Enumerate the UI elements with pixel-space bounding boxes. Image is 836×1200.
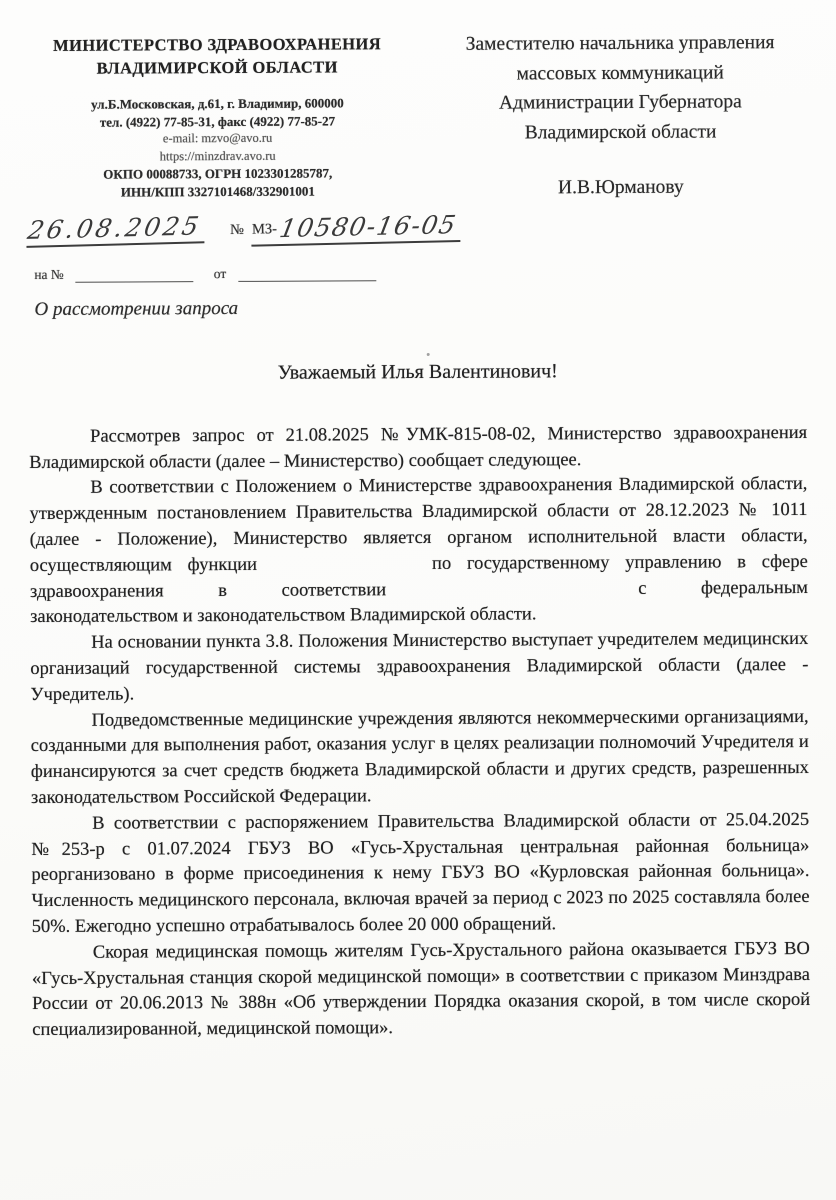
body-paragraph [29,472,808,631]
addressee-line: Заместителю начальника управления [465,32,775,55]
salutation: Уважаемый Илья Валентинович! [277,360,558,384]
reply-reference-row [34,262,376,283]
registration-number [251,210,460,247]
paragraph-segment: с федеральным законодательством и законодательством Владимирской области. [30,577,808,628]
addressee-name: И.В.Юрманову [557,176,684,199]
sender-org-name-line2: ВЛАДИМИРСКОЙ ОБЛАСТИ [96,57,338,78]
paragraph-segment: В соответствии с Положением о Министерстве здравоохранения Владимирской области, утвержденным постановлением Правительства Владимирской области от 28.12.2023 № 1011 (далее - Положение), Министерство является органом исполнительной власти области, осуществляющим функции [29,474,808,576]
addressee-block [427,28,814,204]
body-paragraph: На основании пункта 3.8. Положения Министерство выступает учредителем медицинских организаций государственной системы здравоохранения Владимирской области (далее - Учредитель). [30,629,809,705]
registration-number-prefix: МЗ- [251,221,278,238]
reply-date-blank [238,262,376,282]
reply-number-label: на № [34,266,64,283]
sender-inn-kpp: ИНН/КПП 3327101468/332901001 [120,183,315,200]
scan-artifact-dot [427,353,430,356]
reply-date-label: от [213,265,227,282]
sender-email: e-mail: mzvo@avo.ru [162,130,273,146]
subject-line: О рассмотрении запроса [34,297,239,321]
registration-number-handwritten: 10580-16-05 [277,209,460,244]
sender-org-name-line1: МИНИСТЕРСТВО ЗДРАВООХРАНЕНИЯ [53,34,382,55]
sender-contact-details [39,94,396,201]
sender-okpo-ogrn: ОКПО 00088733, ОГРН 1023301285787, [103,165,333,182]
number-sign: № [230,221,244,238]
redacted-gap [386,593,638,594]
addressee-line: Владимирской области [524,120,717,143]
sender-website: https://minzdrav.avo.ru [159,148,276,163]
sender-org-name [39,32,395,80]
reference-row [25,209,460,246]
outgoing-date-handwritten: 26.08.2025 [26,211,205,248]
addressee-line: Администрации Губернатора [498,91,742,114]
sender-letterhead [39,32,396,201]
redacted-gap [257,569,432,570]
body-paragraph: Скорая медицинская помощь жителям Гусь-Хрустального района оказывается ГБУЗ ВО «Гусь-Хрустальная станция скорой медицинской помощи» в соответствии с приказом Минздрава России от 20.06.2013 № 388н «Об утверждении Порядка оказания скорой, в том числе скорой специализированной, медицинской помощи». [31,938,811,1041]
paragraph-segment: по государственному управлению в сфере здравоохранения в соответствии [29,551,808,602]
sender-address: ул.Б.Московская, д.61, г. Владимир, 600000 [91,95,344,112]
addressee-line: массовых коммуникаций [516,61,724,84]
body-paragraph: Подведомственные медицинские учреждения являются некоммерческими организациями, созданными для выполнения работ, оказания услуг в целях реализации полномочий Учредителя и финансируются за счет средств бюджета Владимирской области и других средств, разрешенных законодательством Российской Федерации. [30,706,809,808]
sender-phone-fax: тел. (4922) 77-85-31, факс (4922) 77-85-27 [99,112,336,130]
body-paragraph: В соответствии с распоряжением Правительства Владимирской области от 25.04.2025 №253-р с 01.07.2024 ГБУЗ ВО «Гусь-Хрустальная центральная районная больница» реорганизовано в форме присоединения к нему ГБУЗ ВО «Курловская районная больница». Численность медицинского персонала, включая врачей за период с 2023 по 2025 составляла более 50%. Ежегодно успешно отрабатывалось более 20 000 обращений. [31,809,810,937]
letter-body [29,358,811,1044]
reply-number-blank [76,263,194,283]
body-paragraph: Рассмотрев запрос от 21.08.2025 №УМК-815-08-02, Министерство здравоохранения Владимирской области (далее – Министерство) сообщает следующее. [29,422,808,473]
